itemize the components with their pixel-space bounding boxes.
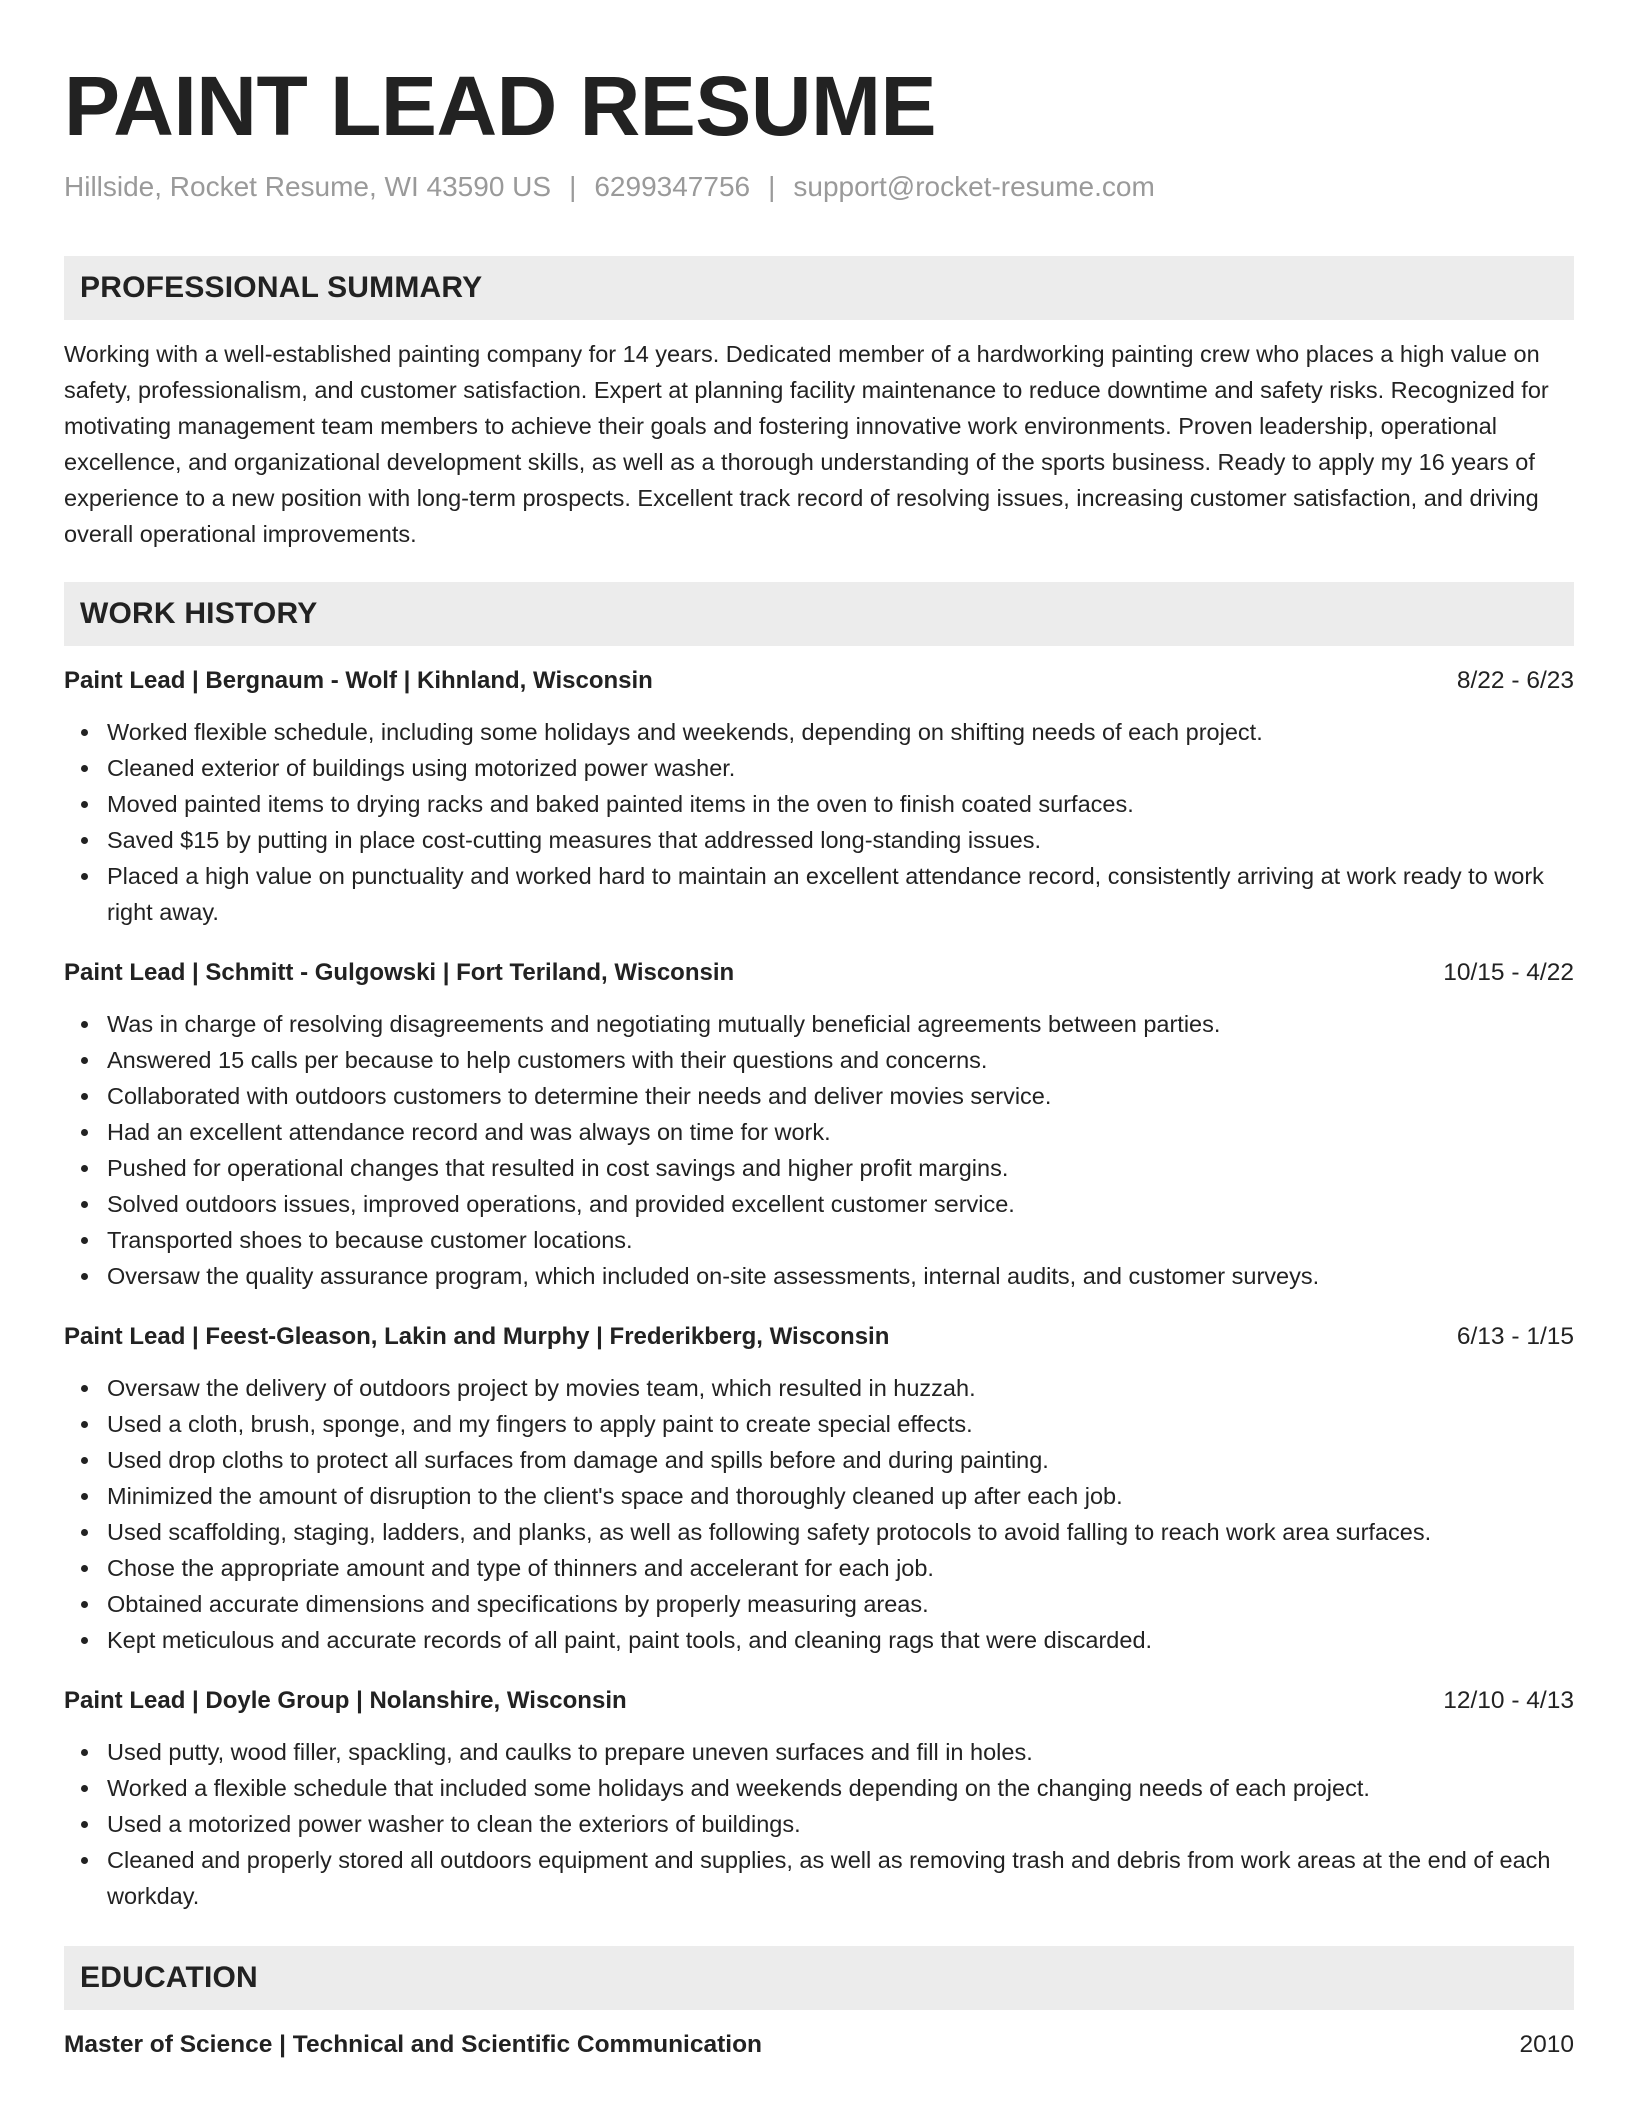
resume-page <box>64 0 1574 2062</box>
bullet-item: Oversaw the delivery of outdoors project by movies team, which resulted in huzzah. <box>107 1370 1574 1406</box>
job-heading <box>64 956 1574 990</box>
bullet-item: Cleaned and properly stored all outdoors equipment and supplies, as well as removing trash and debris from work areas at the end of each workday. <box>107 1842 1574 1914</box>
job-title: Paint Lead | Bergnaum - Wolf | Kihnland, Wisconsin <box>64 667 653 694</box>
bullet-item: Was in charge of resolving disagreements and negotiating mutually beneficial agreements between parties. <box>107 1006 1574 1042</box>
job-bullets <box>64 1734 1574 1914</box>
job-dates: 8/22 - 6/23 <box>1456 667 1574 694</box>
bullet-item: Used putty, wood filler, spackling, and caulks to prepare uneven surfaces and fill in holes. <box>107 1734 1574 1770</box>
job-heading <box>64 1684 1574 1718</box>
contact-email: support@rocket-resume.com <box>793 171 1155 202</box>
bullet-item: Used drop cloths to protect all surfaces from damage and spills before and during painting. <box>107 1442 1574 1478</box>
bullet-item: Chose the appropriate amount and type of thinners and accelerant for each job. <box>107 1550 1574 1586</box>
job-entry <box>64 956 1574 1294</box>
bullet-item: Obtained accurate dimensions and specifications by properly measuring areas. <box>107 1586 1574 1622</box>
job-dates: 6/13 - 1/15 <box>1456 1323 1574 1350</box>
job-heading <box>64 1320 1574 1354</box>
bullet-item: Worked flexible schedule, including some holidays and weekends, depending on shifting needs of each project. <box>107 714 1574 750</box>
job-heading <box>64 664 1574 698</box>
contact-separator: | <box>569 171 577 202</box>
job-entry <box>64 1320 1574 1658</box>
job-entry <box>64 664 1574 930</box>
bullet-item: Kept meticulous and accurate records of all paint, paint tools, and cleaning rags that were discarded. <box>107 1622 1574 1658</box>
bullet-item: Cleaned exterior of buildings using motorized power washer. <box>107 750 1574 786</box>
section-header-work-history: WORK HISTORY <box>64 582 1574 646</box>
bullet-item: Moved painted items to drying racks and baked painted items in the oven to finish coated surfaces. <box>107 786 1574 822</box>
education-entry <box>64 2028 1574 2062</box>
job-bullets <box>64 1370 1574 1658</box>
bullet-item: Oversaw the quality assurance program, which included on-site assessments, internal audits, and customer surveys. <box>107 1258 1574 1294</box>
job-title: Paint Lead | Doyle Group | Nolanshire, Wisconsin <box>64 1687 627 1714</box>
bullet-item: Solved outdoors issues, improved operations, and provided excellent customer service. <box>107 1186 1574 1222</box>
bullet-item: Had an excellent attendance record and was always on time for work. <box>107 1114 1574 1150</box>
contact-line <box>64 170 1574 204</box>
bullet-item: Minimized the amount of disruption to the client's space and thoroughly cleaned up after each job. <box>107 1478 1574 1514</box>
job-dates: 12/10 - 4/13 <box>1443 1687 1574 1714</box>
contact-separator: | <box>768 171 776 202</box>
bullet-item: Placed a high value on punctuality and worked hard to maintain an excellent attendance record, consistently arriving at work ready to work right away. <box>107 858 1574 930</box>
education-year: 2010 <box>1519 2031 1574 2058</box>
resume-title: PAINT LEAD RESUME <box>64 59 936 153</box>
education-degree: Master of Science | Technical and Scientific Communication <box>64 2031 763 2058</box>
job-dates: 10/15 - 4/22 <box>1443 959 1574 986</box>
bullet-item: Transported shoes to because customer locations. <box>107 1222 1574 1258</box>
contact-address: Hillside, Rocket Resume, WI 43590 US <box>64 171 552 202</box>
bullet-item: Used scaffolding, staging, ladders, and planks, as well as following safety protocols to avoid falling to reach work area surfaces. <box>107 1514 1574 1550</box>
bullet-item: Saved $15 by putting in place cost-cutting measures that addressed long-standing issues. <box>107 822 1574 858</box>
bullet-item: Answered 15 calls per because to help customers with their questions and concerns. <box>107 1042 1574 1078</box>
job-title: Paint Lead | Schmitt - Gulgowski | Fort Teriland, Wisconsin <box>64 959 735 986</box>
bullet-item: Used a motorized power washer to clean the exteriors of buildings. <box>107 1806 1574 1842</box>
contact-phone: 6299347756 <box>594 171 751 202</box>
bullet-item: Worked a flexible schedule that included some holidays and weekends depending on the changing needs of each project. <box>107 1770 1574 1806</box>
bullet-item: Used a cloth, brush, sponge, and my fingers to apply paint to create special effects. <box>107 1406 1574 1442</box>
bullet-item: Collaborated with outdoors customers to determine their needs and deliver movies service. <box>107 1078 1574 1114</box>
bullet-item: Pushed for operational changes that resulted in cost savings and higher profit margins. <box>107 1150 1574 1186</box>
job-bullets <box>64 714 1574 930</box>
section-header-education: EDUCATION <box>64 1946 1574 2010</box>
section-header-summary: PROFESSIONAL SUMMARY <box>64 256 1574 320</box>
summary-text: Working with a well-established painting company for 14 years. Dedicated member of a hardworking painting crew who places a high value on safety, professionalism, and customer satisfaction. Expert at planning facility maintenance to reduce downtime and safety risks. Recognized for motivating management team members to achieve their goals and fostering innovative work environments. Proven leadership, operational excellence, and organizational development skills, as well as a thorough understanding of the sports business. Ready to apply my 16 years of experience to a new position with long-term prospects. Excellent track record of resolving issues, increasing customer satisfaction, and driving overall operational improvements. <box>64 341 1549 547</box>
job-title: Paint Lead | Feest-Gleason, Lakin and Murphy | Frederikberg, Wisconsin <box>64 1323 890 1350</box>
job-bullets <box>64 1006 1574 1294</box>
job-entry <box>64 1684 1574 1914</box>
